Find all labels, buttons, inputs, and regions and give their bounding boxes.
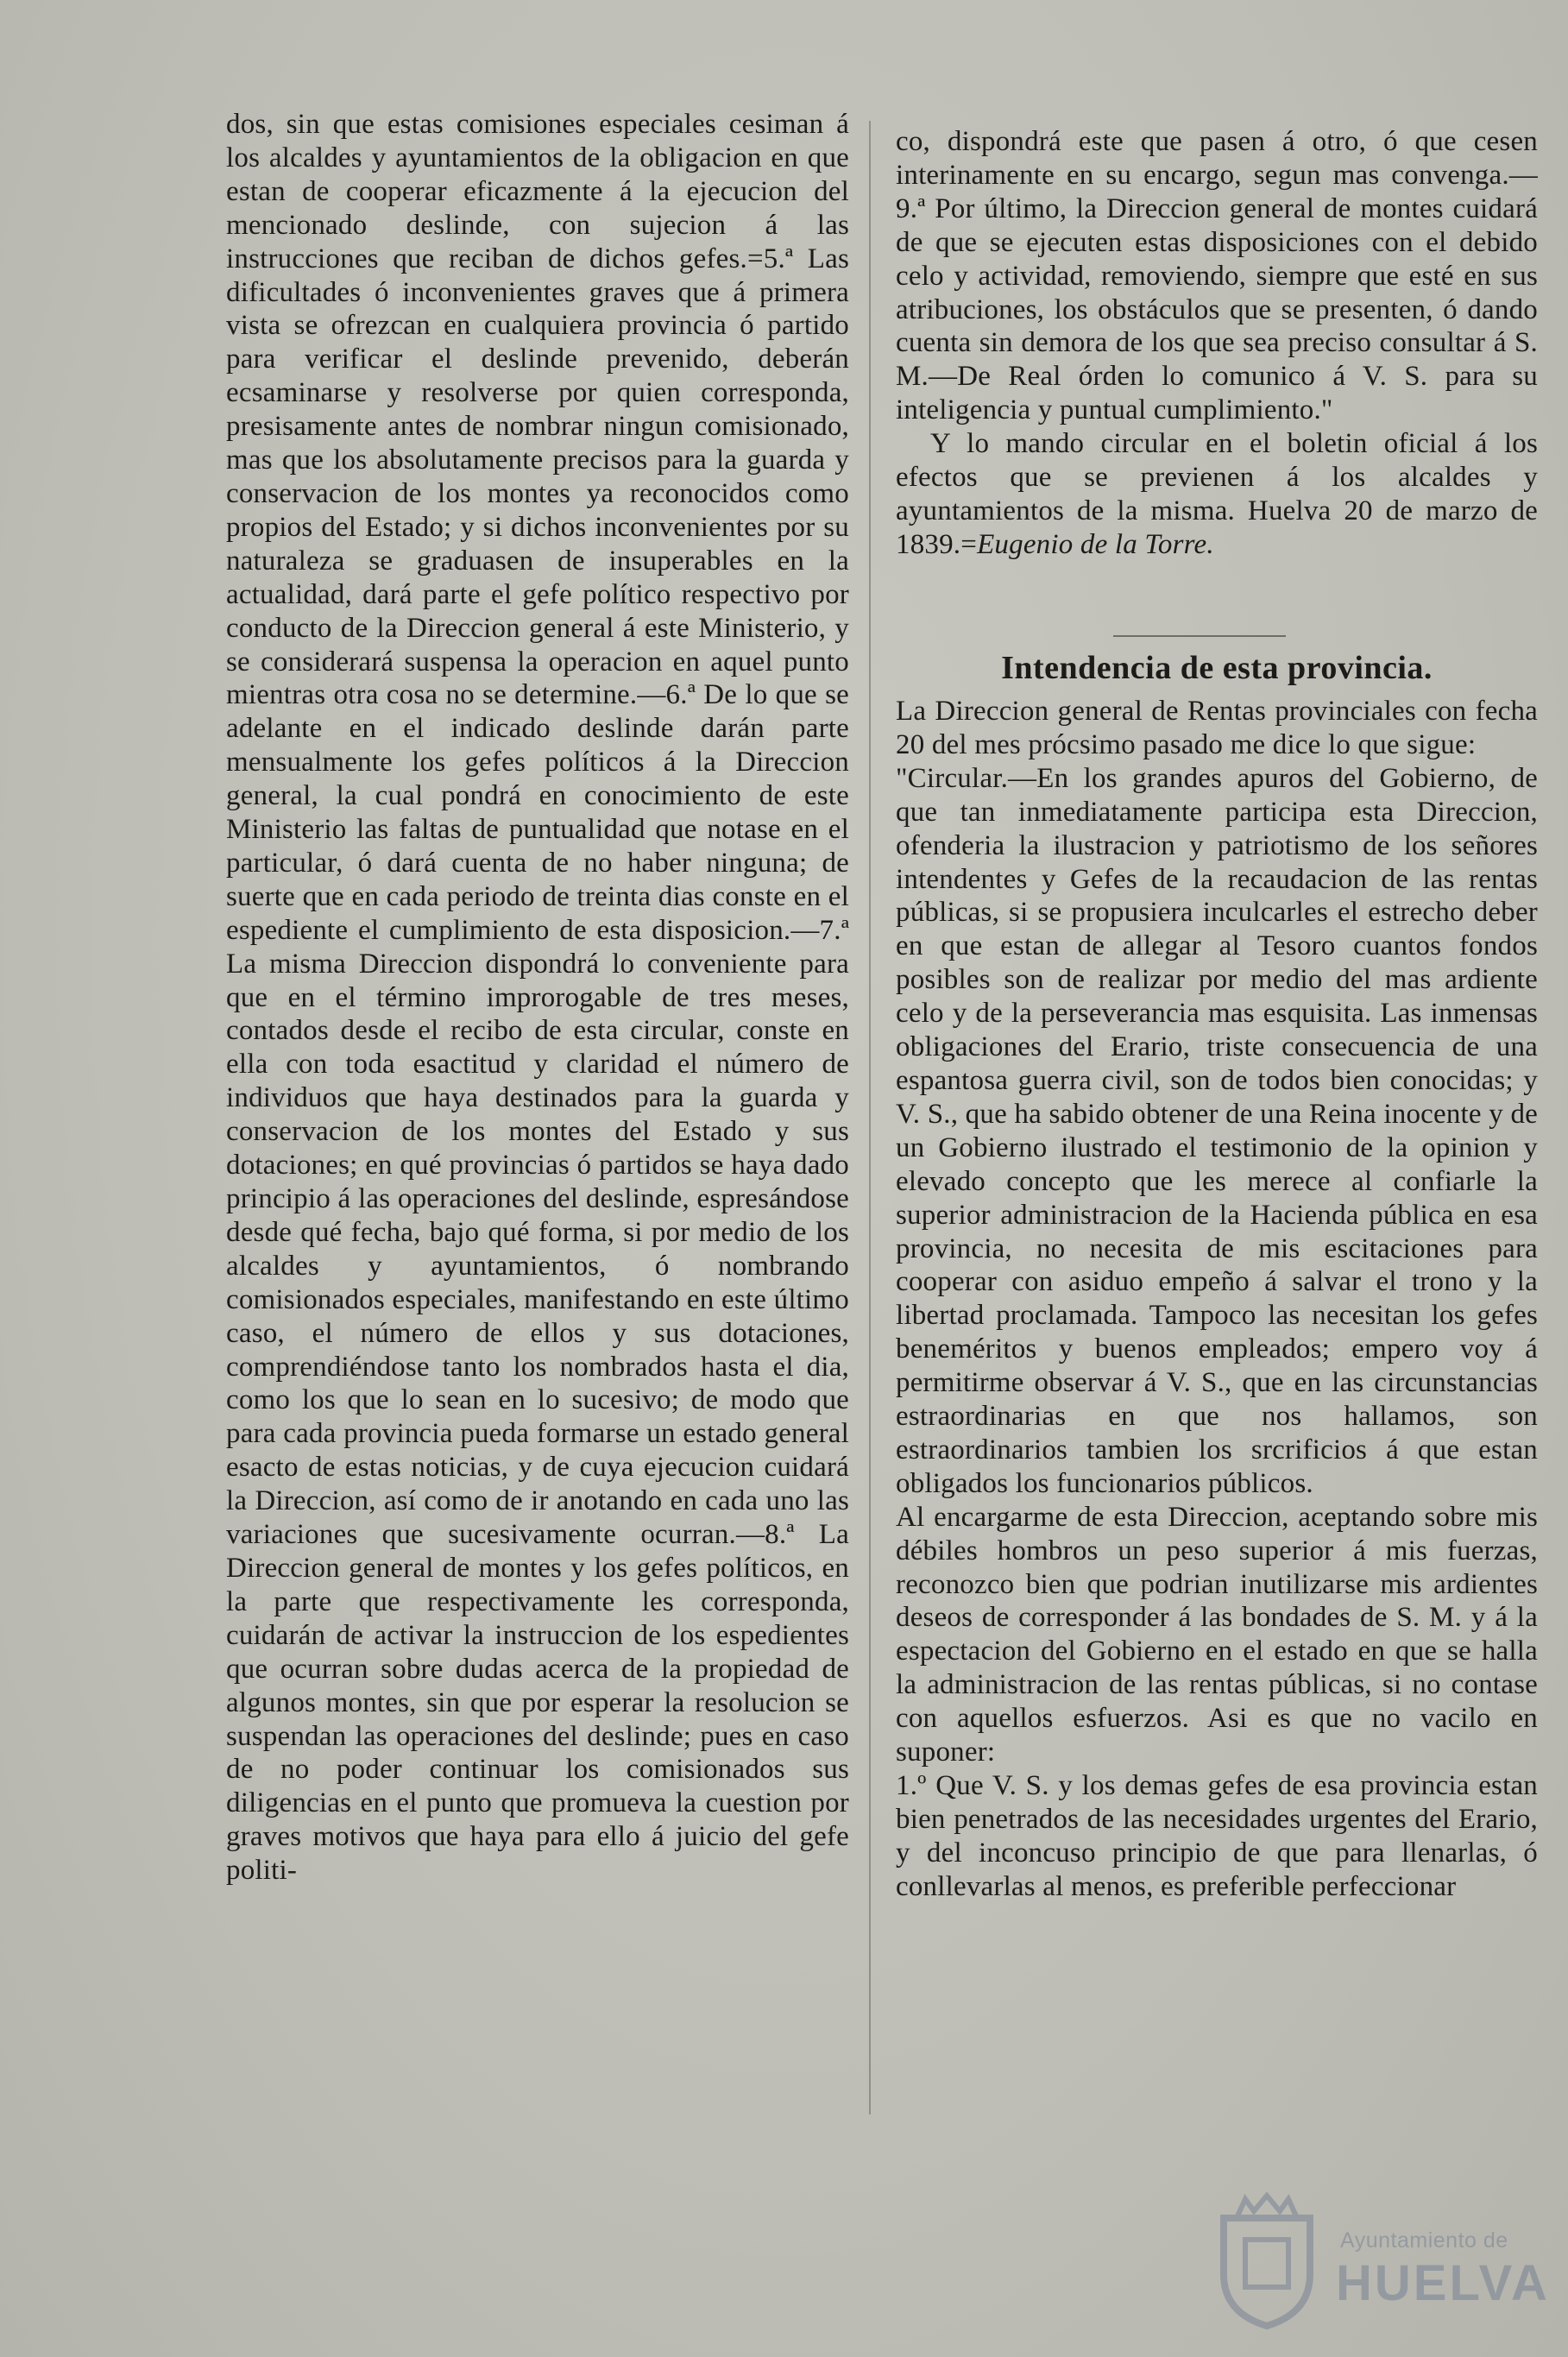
column-divider <box>869 121 871 2114</box>
watermark-line2: HUELVA <box>1336 2255 1550 2311</box>
body-paragraph: Al encargarme de esta Direccion, aceptando sobre mis débiles hombros un peso superior á mis fuerzas, reconozco bien que podrian inutilizarse mis ardientes deseos de corresponder á las bondades de S. M. y á la espectacion del Gobierno en el estado en que se halla la administracion de las rentas públicas, si no contase con aquellos esfuerzos. Asi es que no vacilo en suponer: <box>896 1501 1538 1768</box>
left-column <box>226 108 849 1887</box>
right-column-top <box>896 125 1538 562</box>
closing-paragraph <box>896 427 1538 562</box>
body-paragraph: "Circular.—En los grandes apuros del Gobierno, de que tan inmediatamente participa esta Direccion, ofenderia la ilustracion y patriotismo de los señores intendentes y Gefes de la recaudacion de las rentas públicas, si se propusiera inculcarles el estrecho deber en que estan de allegar al Tesoro cuantos fondos posibles son de realizar por medio del mas ardiente celo y de la perseverancia mas esquisita. Las inmensas obligaciones del Erario, triste consecuencia de una espantosa guerra civil, son de todos bien conocidas; y V. S., que ha sabido obtener de una Reina inocente y de un Gobierno ilustrado el testimonio de la opinion y elevado concepto que les merece al confiarle la superior administracion de la Hacienda pública en esa provincia, no necesita de mis escitaciones para cooperar con asiduo empeño á salvar el trono y la libertad proclamada. Tampoco las necesitan los gefes beneméritos y buenos empleados; empero voy á permitirme observar á V. S., que en las circunstancias estraordinarias en que nos hallamos, son estraordinarios tambien los srcrificios á que estan obligados los funcionarios públicos. <box>896 762 1538 1499</box>
watermark-line1: Ayuntamiento de <box>1340 2228 1508 2253</box>
signature: Eugenio de la Torre. <box>977 528 1214 560</box>
body-paragraph: 1.º Que V. S. y los demas gefes de esa provincia estan bien penetrados de las necesidades urgentes del Erario, y del inconcuso principio de que para llenarlas, ó conllevarlas al menos, es preferible perfeccionar <box>896 1770 1538 1902</box>
section-title: Intendencia de esta provincia. <box>1001 650 1433 686</box>
left-column-text: dos, sin que estas comisiones especiales cesiman á los alcaldes y ayuntamientos de la obligacion en que estan de cooperar eficazmente á la ejecucion del mencionado deslinde, con sujecion á las instrucciones que reciban de dichos gefes.=5.ª Las dificultades ó inconvenientes graves que á primera vista se ofrezcan en cualquiera provincia ó partido para verificar el deslinde prevenido, deberán ecsaminarse y resolverse por quien corresponda, presisamente antes de nombrar ningun comisionado, mas que los absolutamente precisos para la guarda y conservacion de los montes ya reconocidos como propios del Estado; y si dichos inconvenientes por su naturaleza se graduasen de insuperables en la actualidad, dará parte el gefe político respectivo por conducto de la Direccion general á este Ministerio, y se considerará suspensa la operacion en aquel punto mientras otra cosa no se determine.—6.ª De lo que se adelante en el indicado deslinde darán parte mensualmente los gefes políticos á la Direccion general, la cual pondrá en conocimiento de este Ministerio las faltas de puntualidad que notase en el particular, ó dará cuenta de no haber ninguna; de suerte que en cada periodo de treinta dias conste en el espediente el cumplimiento de esta disposicion.—7.ª La misma Direccion dispondrá lo conveniente para que en el término improrogable de tres meses, contados desde el recibo de esta circular, conste en ella con toda esactitud y claridad el número de individuos que haya destinados para la guarda y conservacion de los montes del Estado y sus dotaciones; en qué provincias ó partidos se haya dado principio á las operaciones del deslinde, espresándose desde qué fecha, bajo qué forma, si por medio de los alcaldes y ayuntamientos, ó nombrando comisionados especiales, manifestando en este último caso, el número de ellos y sus dotaciones, comprendiéndose tanto los nombrados hasta el dia, como los que lo sean en lo sucesivo; de modo que para cada provincia pueda formarse un estado general esacto de estas noticias, y de cuya ejecucion cuidará la Direccion, así como de ir anotando en cada uno las variaciones que sucesivamente ocurran.—8.ª La Direccion general de montes y los gefes políticos, en la parte que respectivamente les corresponda, cuidarán de activar la instruccion de los espedientes que ocurran sobre dudas acerca de la propiedad de algunos montes, sin que por esperar la resolucion se suspendan las operaciones del deslinde; pues en caso de no poder continuar los comisionados sus diligencias en el punto que promueva la cuestion por graves motivos que haya para ello á juicio del gefe politi- <box>226 109 849 1887</box>
section-separator <box>1113 635 1286 637</box>
archive-watermark <box>1206 2192 1550 2330</box>
city-shield-icon <box>1206 2192 1327 2330</box>
continuation-text: co, dispondrá este que pasen á otro, ó que cesen interinamente en su encargo, segun mas convenga.—9.ª Por último, la Direccion general de montes cuidará de que se ejecuten estas disposiciones con el debido celo y actividad, removiendo, siempre que esté en sus atribuciones, los obstáculos que se presenten, ó dando cuenta sin demora de los que sea preciso consultar á S. M.—De Real órden lo comunico á V. S. para su inteligencia y puntual cumplimiento." <box>896 126 1538 426</box>
closing-text: Y lo mando circular en el boletin oficial á los efectos que se previenen á los alcaldes y ayuntamientos de la misma. Huelva 20 de marzo de 1839.= <box>896 428 1538 560</box>
right-column-body <box>896 695 1538 1904</box>
body-paragraph: La Direccion general de Rentas provinciales con fecha 20 del mes prócsimo pasado me dice lo que sigue: <box>896 696 1538 760</box>
